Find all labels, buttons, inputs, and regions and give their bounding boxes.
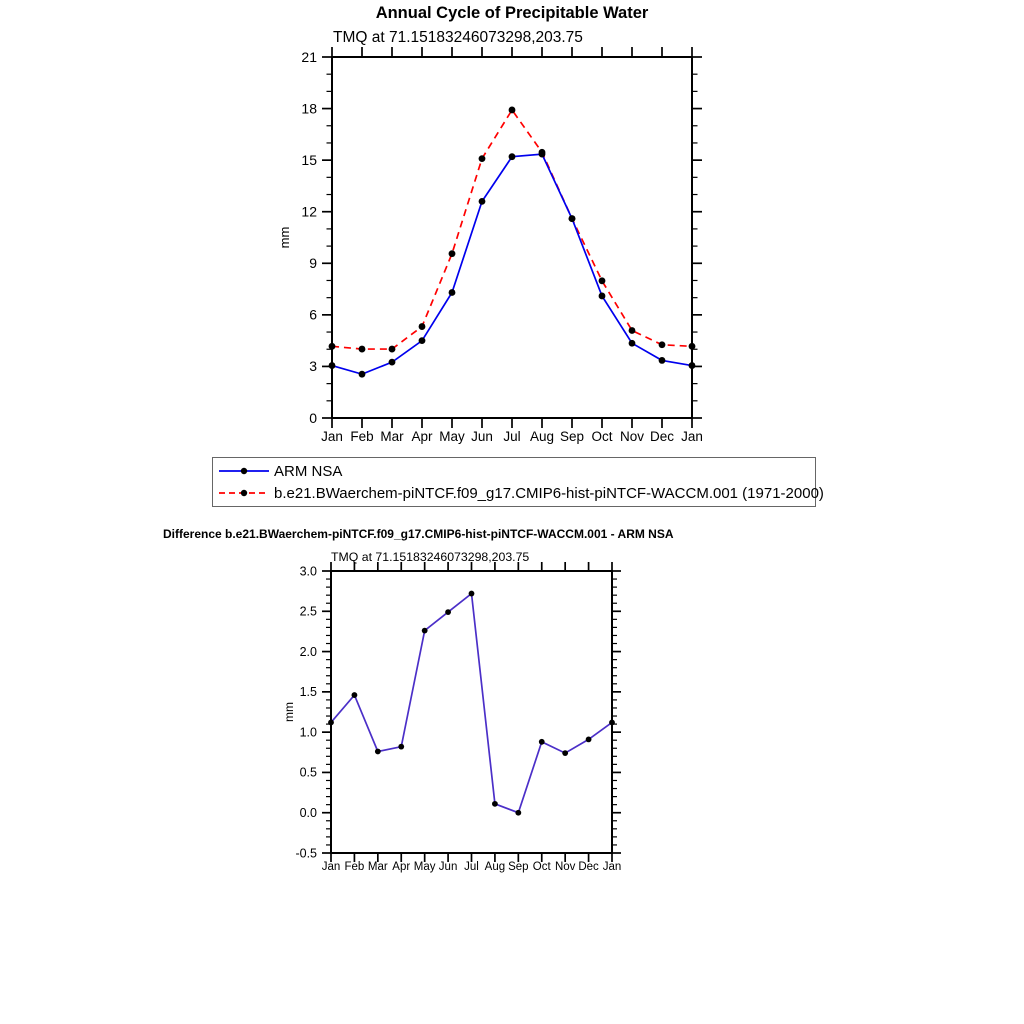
- svg-text:Jul: Jul: [503, 429, 521, 444]
- svg-text:2.5: 2.5: [299, 604, 317, 619]
- x-tick-labels: [322, 861, 622, 873]
- svg-text:Nov: Nov: [619, 429, 645, 444]
- svg-text:May: May: [413, 861, 436, 873]
- svg-text:Dec: Dec: [578, 861, 599, 873]
- x-ticks: [332, 47, 692, 428]
- svg-text:Dec: Dec: [649, 429, 675, 444]
- legend-item-arm-nsa: [217, 460, 815, 482]
- svg-text:Mar: Mar: [380, 429, 404, 444]
- difference-chart-subtitle: TMQ at 71.15183246073298,203.75: [331, 550, 530, 564]
- difference-plot: [282, 562, 621, 873]
- svg-text:Aug: Aug: [529, 429, 555, 444]
- svg-text:Apr: Apr: [392, 861, 411, 873]
- svg-text:Sep: Sep: [508, 861, 529, 873]
- legend-label-model: b.e21.BWaerchem-piNTCF.f09_g17.CMIP6-hist-piNTCF-WACCM.001 (1971-2000): [274, 484, 824, 502]
- svg-text:2.0: 2.0: [299, 644, 317, 659]
- svg-text:May: May: [439, 429, 465, 444]
- y-major-ticks: [322, 571, 621, 853]
- y-minor-ticks: [327, 74, 698, 401]
- legend-marker-dot: [241, 490, 247, 496]
- svg-text:Jan: Jan: [681, 429, 703, 444]
- svg-text:Jun: Jun: [438, 861, 458, 873]
- series-line-difference: [331, 594, 612, 813]
- svg-text:3: 3: [309, 358, 317, 375]
- y-minor-ticks: [326, 579, 617, 845]
- svg-text:Aug: Aug: [484, 861, 506, 873]
- svg-text:Nov: Nov: [554, 861, 576, 873]
- series-markers: [328, 591, 615, 816]
- svg-text:-0.5: -0.5: [295, 846, 317, 861]
- svg-text:0.5: 0.5: [299, 765, 317, 780]
- svg-text:Apr: Apr: [411, 429, 433, 444]
- svg-text:12: 12: [301, 203, 317, 220]
- series-line-arm-nsa: [332, 154, 692, 374]
- svg-text:Jul: Jul: [464, 861, 479, 873]
- x-tick-labels: [321, 429, 703, 444]
- series-markers: [329, 107, 696, 378]
- svg-text:Mar: Mar: [367, 861, 388, 873]
- annual-cycle-plot: [277, 47, 703, 444]
- legend-line-sample-solid: [217, 465, 271, 477]
- svg-text:Jan: Jan: [321, 429, 343, 444]
- svg-text:18: 18: [301, 100, 317, 117]
- svg-text:Jan: Jan: [321, 861, 341, 873]
- top-chart-subtitle: TMQ at 71.15183246073298,203.75: [333, 29, 583, 46]
- svg-text:Oct: Oct: [532, 861, 551, 873]
- svg-text:3.0: 3.0: [299, 564, 317, 579]
- plot-frame: [331, 571, 612, 853]
- y-tick-labels: [301, 49, 317, 426]
- legend-label-arm-nsa: ARM NSA: [274, 462, 343, 480]
- svg-text:0.0: 0.0: [299, 805, 317, 820]
- series-line-b-e21-bwaerchem-pintcf-f09-g17-cmip6-his: [332, 110, 692, 349]
- svg-text:21: 21: [301, 48, 317, 65]
- legend: [212, 457, 824, 507]
- page-title: Annual Cycle of Precipitable Water: [375, 4, 649, 22]
- x-ticks: [331, 562, 612, 862]
- annual-cycle-chart: [250, 44, 770, 459]
- svg-text:6: 6: [309, 306, 317, 323]
- svg-text:Jan: Jan: [602, 861, 622, 873]
- legend-marker-dot: [241, 468, 247, 474]
- legend-line-sample-dashed: [217, 487, 271, 499]
- svg-text:Oct: Oct: [591, 429, 613, 444]
- svg-text:Feb: Feb: [344, 861, 365, 873]
- svg-text:9: 9: [309, 255, 317, 272]
- difference-chart-title: Difference b.e21.BWaerchem-piNTCF.f09_g17.CMIP6-hist-piNTCF-WACCM.001 - ARM NSA: [163, 527, 674, 541]
- legend-item-model: [217, 482, 824, 504]
- y-tick-labels: [295, 564, 317, 860]
- svg-text:1.0: 1.0: [299, 725, 317, 740]
- y-axis-label: mm: [282, 702, 296, 722]
- y-axis-label: mm: [277, 226, 292, 249]
- svg-text:Sep: Sep: [559, 429, 585, 444]
- svg-text:0: 0: [309, 409, 317, 426]
- svg-text:15: 15: [301, 151, 317, 168]
- svg-text:Feb: Feb: [350, 429, 374, 444]
- svg-text:1.5: 1.5: [299, 685, 317, 700]
- svg-text:Jun: Jun: [471, 429, 493, 444]
- difference-chart: [250, 558, 690, 888]
